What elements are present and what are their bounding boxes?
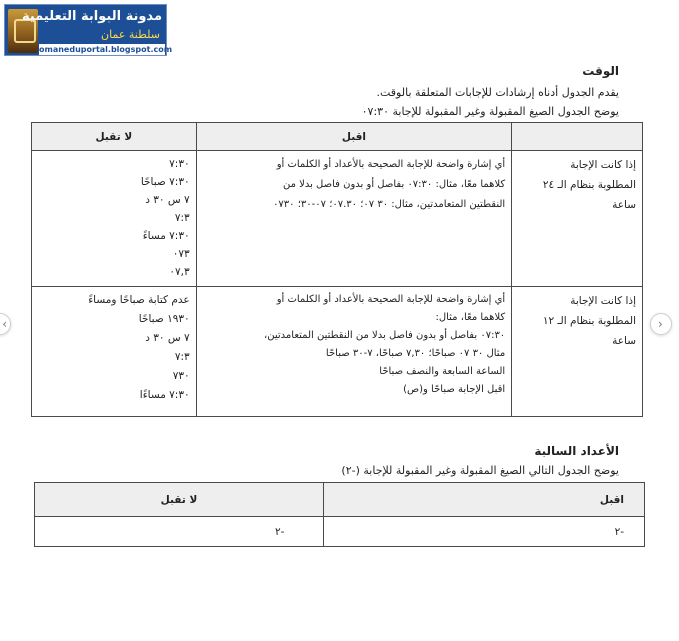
- accept-line: مثال ٣٠ ٠٧ صباحًا؛ ٧,٣٠ صباحًا، ٧-٣٠ صباحًا: [325, 348, 506, 359]
- table-row: [32, 151, 643, 287]
- table-row: [32, 287, 643, 417]
- time-header-accept: اقبل: [196, 123, 512, 151]
- negative-reject-value: -٢: [35, 517, 324, 547]
- negative-section-title: الأعداد السالبة: [534, 444, 619, 458]
- condition-line: ساعة: [612, 335, 636, 347]
- time-row2-accept: [196, 287, 512, 417]
- accept-line: الساعة السابعة والنصف صباحًا: [379, 366, 506, 377]
- time-row1-condition: [512, 151, 643, 287]
- time-intro: يقدم الجدول أدناه إرشادات للإجابات المتعلقة بالوقت.: [376, 86, 619, 99]
- prev-slide-button[interactable]: [0, 313, 11, 335]
- condition-line: إذا كانت الإجابة: [570, 295, 636, 307]
- reject-line: ٧ س ٣٠ د: [145, 332, 190, 344]
- negative-caption: يوضح الجدول التالي الصيغ المقبولة وغير المقبولة للإجابة (-٢): [341, 464, 619, 477]
- condition-line: إذا كانت الإجابة: [570, 159, 636, 171]
- accept-line: أي إشارة واضحة للإجابة الصحيحة بالأعداد أو الكلمات أو: [276, 294, 506, 305]
- reject-line: ٠٧٣: [172, 248, 190, 260]
- logo-subtitle: سلطنة عمان: [101, 28, 160, 41]
- negative-accept-value: -٢: [323, 517, 644, 547]
- negative-table-header: [35, 483, 645, 517]
- reject-line: ٧:٣٠ صباحًا: [140, 176, 190, 188]
- reject-line: ٧٣٠: [172, 370, 190, 382]
- accept-line: كلاهما معًا، مثال:: [435, 312, 506, 323]
- condition-line: ساعة: [612, 199, 636, 211]
- table-row: [35, 517, 645, 547]
- reject-line: ٧:٣: [174, 212, 190, 224]
- time-row1-accept: [196, 151, 512, 287]
- accept-line: كلاهما معًا، مثال: ٠٧:٣٠ بفاصل أو بدون فاصل بدلا من: [283, 179, 506, 190]
- next-slide-button[interactable]: [650, 313, 672, 335]
- reject-line: ٧:٣٠ مساءًا: [139, 389, 190, 401]
- reject-line: ١٩٣٠ صباحًا: [138, 313, 190, 325]
- time-header-empty: [512, 123, 643, 151]
- reject-line: ٧ س ٣٠ د: [145, 194, 190, 206]
- time-section-title: الوقت: [582, 64, 619, 78]
- blog-logo[interactable]: [4, 4, 173, 56]
- reject-line: ٠٧,٣: [169, 266, 190, 278]
- negative-header-accept: اقبل: [323, 483, 644, 517]
- time-row1-reject: [32, 151, 197, 287]
- reject-line: ٧:٣٠ مساءً: [142, 230, 190, 242]
- negative-header-reject: لا تقبل: [35, 483, 324, 517]
- reject-line: عدم كتابة صباحًا ومساءً: [88, 294, 190, 306]
- accept-line: أي إشارة واضحة للإجابة الصحيحة بالأعداد أو الكلمات أو: [276, 159, 506, 170]
- chevron-right-icon: ›: [658, 317, 663, 331]
- condition-line: المطلوبة بنظام الـ ١٢: [542, 315, 636, 327]
- accept-line: النقطتين المتعامدتين، مثال: ٣٠ ٠٧؛ ٠٧.٣٠؛ ٠٧-٣٠؛ ٠٧٣٠: [273, 199, 506, 210]
- reject-line: ٧:٣: [174, 351, 190, 363]
- accept-line: اقبل الإجابة صباحًا و(ص): [403, 384, 506, 395]
- reject-line: ٧:٣٠: [169, 158, 190, 170]
- chevron-left-icon: ‹: [2, 317, 7, 331]
- time-table-header: [32, 123, 643, 151]
- time-row2-condition: [512, 287, 643, 417]
- accept-line: ٠٧:٣٠ بفاصل أو بدون فاصل بدلا من النقطتين المتعامدتين،: [264, 330, 506, 341]
- condition-line: المطلوبة بنظام الـ ٢٤: [542, 179, 636, 191]
- logo-url: omaneduportal.blogspot.com: [39, 45, 173, 54]
- time-row2-reject: [32, 287, 197, 417]
- time-header-reject: لا تقبل: [32, 123, 197, 151]
- logo-title: مدونة البوابة التعليمية: [22, 9, 162, 24]
- time-table: [31, 122, 643, 417]
- time-caption: يوضح الجدول الصيغ المقبولة وغير المقبولة للإجابة ٠٧:٣٠: [361, 105, 619, 118]
- negative-table: [34, 482, 645, 547]
